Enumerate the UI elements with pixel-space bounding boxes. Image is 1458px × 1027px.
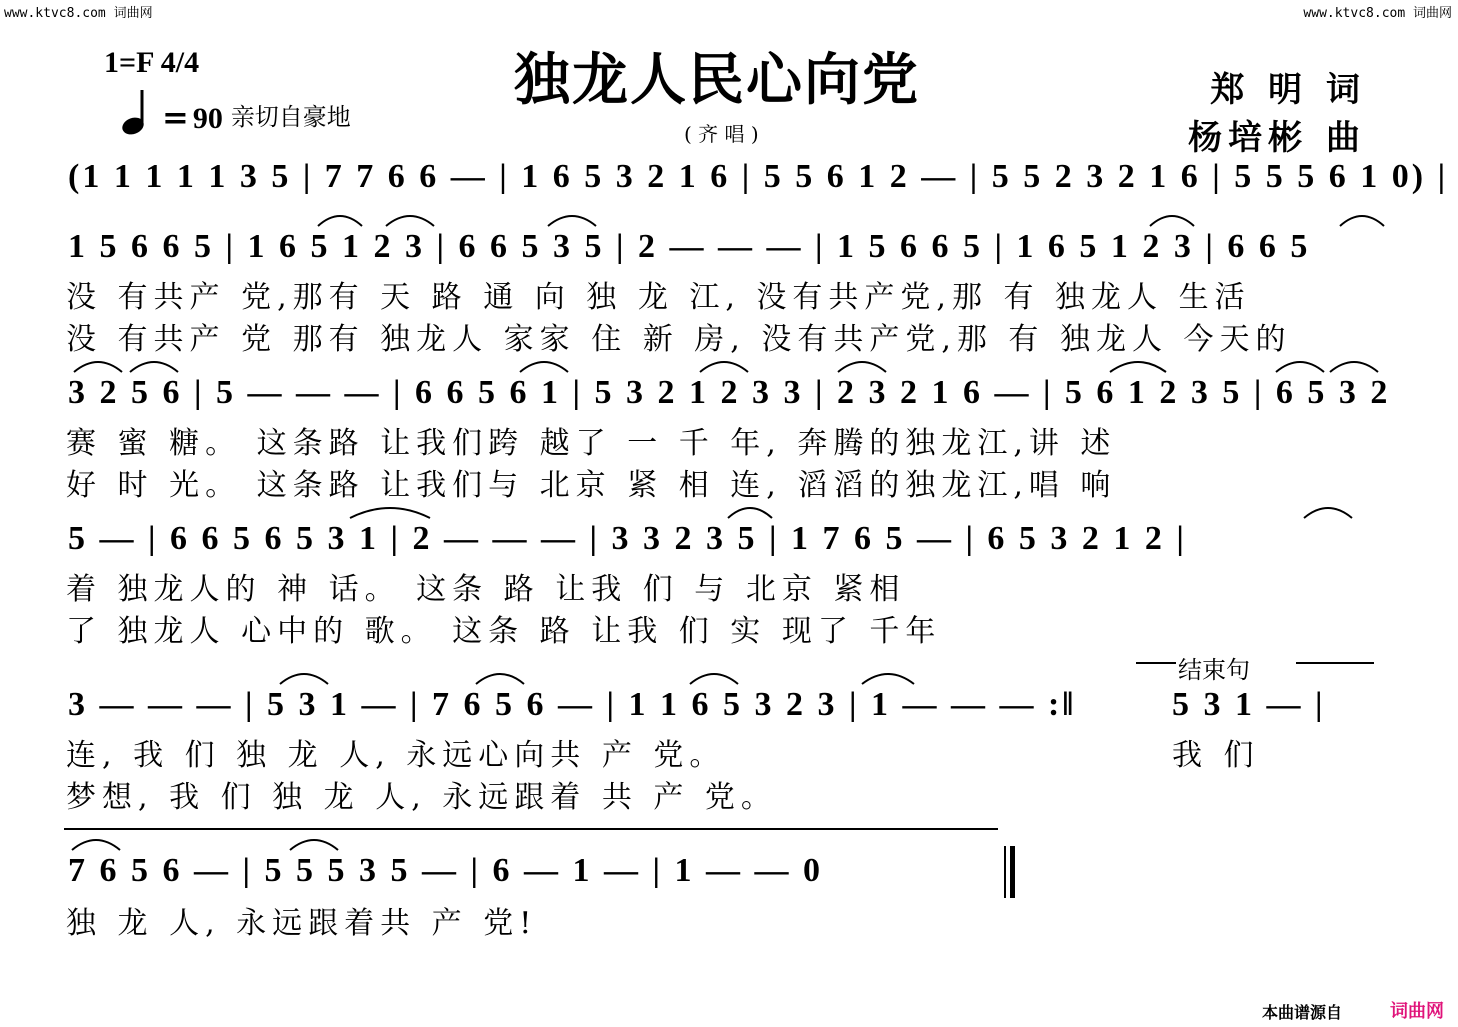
score-row-3: 5 — | 6 6 5 6 5 3 1 | 2 — — — | 3 3 2 3 5 | 1 7 6 5 — | 6 5 3 2 1 2 | [68, 520, 1187, 557]
lyrics-row-final: 独 龙 人, 永远跟着共 产 党! [66, 906, 538, 941]
score-row-final: 7 6 5 6 — | 5 5 5 3 5 — | 6 — 1 — | 1 — — 0 [68, 852, 823, 889]
footer-source-label: 本曲谱源自 [1261, 1003, 1342, 1022]
tempo-value: 90 [192, 102, 223, 135]
score-row-4: 3 — — — | 5 3 1 — | 7 6 5 6 — | 1 1 6 5 3 2 3 | 1 — — — :‖ [68, 686, 1077, 723]
footer-brand-logo[interactable]: 词曲网 [1390, 1001, 1444, 1022]
tempo-equals: = [162, 98, 189, 136]
lyrics-row-4-verse-2: 梦想, 我 们 独 龙 人, 永远跟着 共 产 党。 [66, 780, 777, 815]
ending-notation: 5 3 1 — | [1172, 686, 1326, 723]
lyricist-credit: 郑 明 词 [1210, 70, 1366, 110]
score-row-1: 1 5 6 6 5 | 1 6 5 1 2 3 | 6 6 5 3 5 | 2 — — — | 1 5 6 6 5 | 1 6 5 1 2 3 | 6 6 5 [68, 228, 1311, 265]
ending-lyrics: 我 们 [1172, 738, 1260, 773]
score-row-2: 3 2 5 6 | 5 — — — | 6 6 5 6 1 | 5 3 2 1 2 3 3 | 2 3 2 1 6 — | 5 6 1 2 3 5 | 6 5 3 2 [68, 374, 1391, 411]
lyrics-row-4-verse-1: 连, 我 们 独 龙 人, 永远心向共 产 党。 [66, 738, 726, 773]
lyrics-row-3-verse-2: 了 独龙人 心中的 歌。 这条 路 让我 们 实 现了 千年 [66, 614, 942, 649]
song-title: 独龙人民心向党 [514, 47, 920, 113]
lyrics-row-1-verse-1: 没 有共产 党,那有 天 路 通 向 独 龙 江, 没有共产党,那 有 独龙人 生活 [66, 280, 1251, 315]
score-row-intro: (1 1 1 1 1 3 5 | 7 7 6 6 — | 1 6 5 3 2 1 6 | 5 5 6 1 2 — | 5 5 2 3 2 1 6 | 5 5 5 6 1 0) | [68, 158, 1449, 195]
lyrics-row-2-verse-1: 赛 蜜 糖。 这条路 让我们跨 越了 一 千 年, 奔腾的独龙江,讲 述 [66, 426, 1117, 461]
watermark-right: www.ktvc8.com 词曲网 [1303, 6, 1452, 21]
key-signature: 1=F 4/4 [104, 46, 200, 79]
tempo-description: 亲切自豪地 [230, 103, 351, 131]
performance-type: ( 齐 唱 ) [684, 122, 759, 146]
lyrics-row-1-verse-2: 没 有共产 党 那有 独龙人 家家 住 新 房, 没有共产党,那 有 独龙人 今天的 [66, 322, 1292, 357]
ending-label: 结束句 [1178, 656, 1250, 684]
lyrics-row-3-verse-1: 着 独龙人的 神 话。 这条 路 让我 们 与 北京 紧相 [66, 572, 906, 607]
watermark-left: www.ktvc8.com 词曲网 [4, 6, 153, 21]
lyrics-row-2-verse-2: 好 时 光。 这条路 让我们与 北京 紧 相 连, 滔滔的独龙江,唱 响 [66, 468, 1117, 503]
composer-credit: 杨培彬 曲 [1188, 118, 1366, 158]
